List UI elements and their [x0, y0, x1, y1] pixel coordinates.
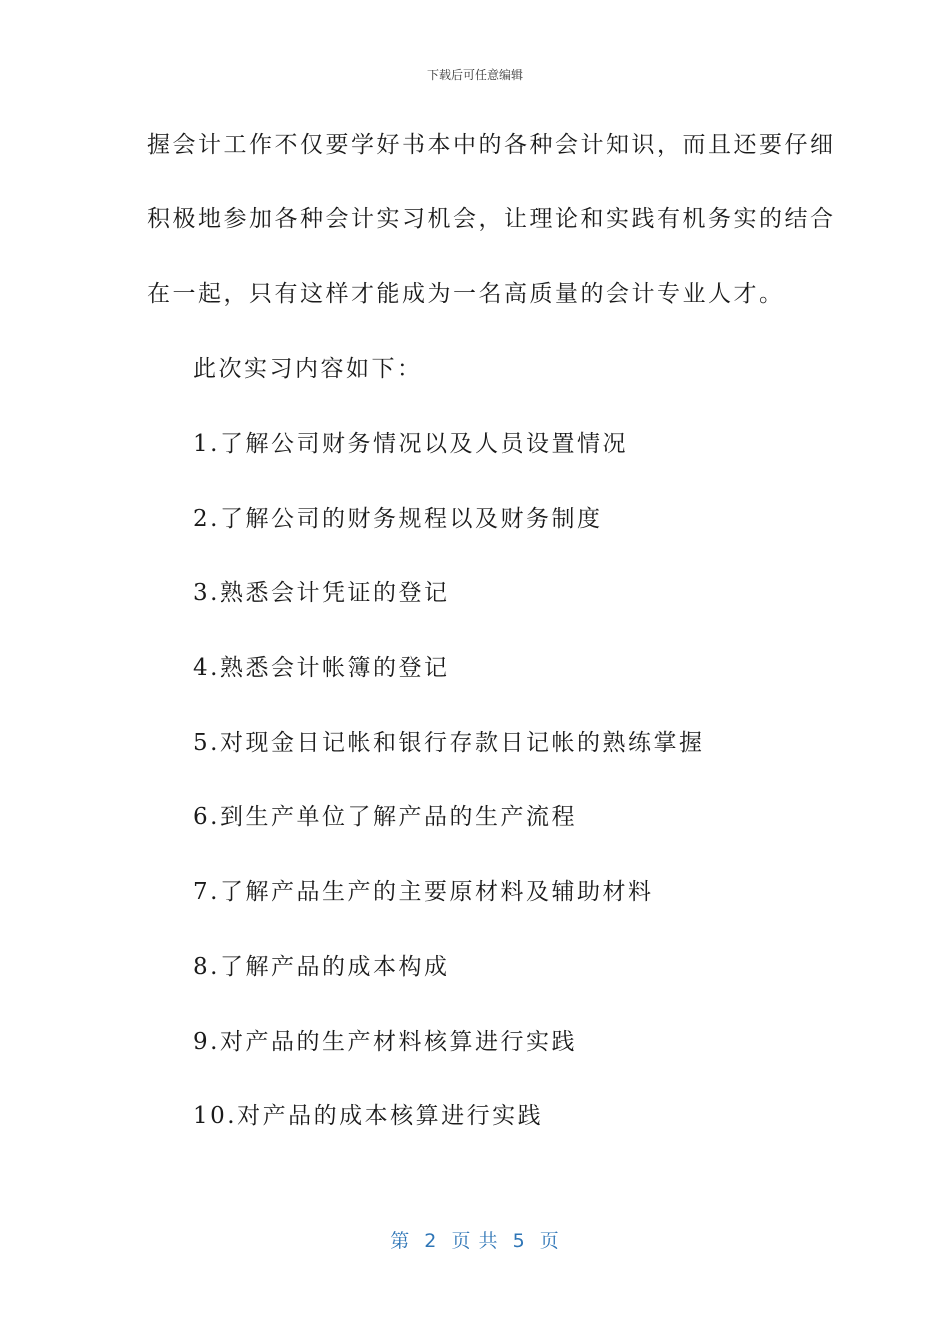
page-header: 下载后可任意编辑 — [426, 68, 523, 82]
paragraph-line: 在一起，只有这样才能成为一名高质量的会计专业人才。 — [147, 281, 785, 307]
list-item: 4.熟悉会计帐簿的登记 — [193, 655, 450, 681]
list-item: 5.对现金日记帐和银行存款日记帐的熟练掌握 — [193, 730, 705, 756]
list-item: 2.了解公司的财务规程以及财务制度 — [193, 506, 603, 532]
list-intro: 此次实习内容如下： — [193, 356, 423, 382]
list-item: 3.熟悉会计凭证的登记 — [193, 580, 450, 606]
page-number: 第 2 页 共 5 页 — [390, 1230, 560, 1252]
paragraph-line: 握会计工作不仅要学好书本中的各种会计知识，而且还要仔细 — [147, 132, 836, 158]
list-item: 7.了解产品生产的主要原材料及辅助材料 — [193, 879, 654, 905]
list-item: 1.了解公司财务情况以及人员设置情况 — [193, 431, 628, 457]
list-item: 9.对产品的生产材料核算进行实践 — [193, 1029, 577, 1055]
list-item: 10.对产品的成本核算进行实践 — [193, 1103, 544, 1129]
paragraph-line: 积极地参加各种会计实习机会，让理论和实践有机务实的结合 — [147, 206, 836, 232]
list-item: 8.了解产品的成本构成 — [193, 954, 450, 980]
list-item: 6.到生产单位了解产品的生产流程 — [193, 804, 577, 830]
